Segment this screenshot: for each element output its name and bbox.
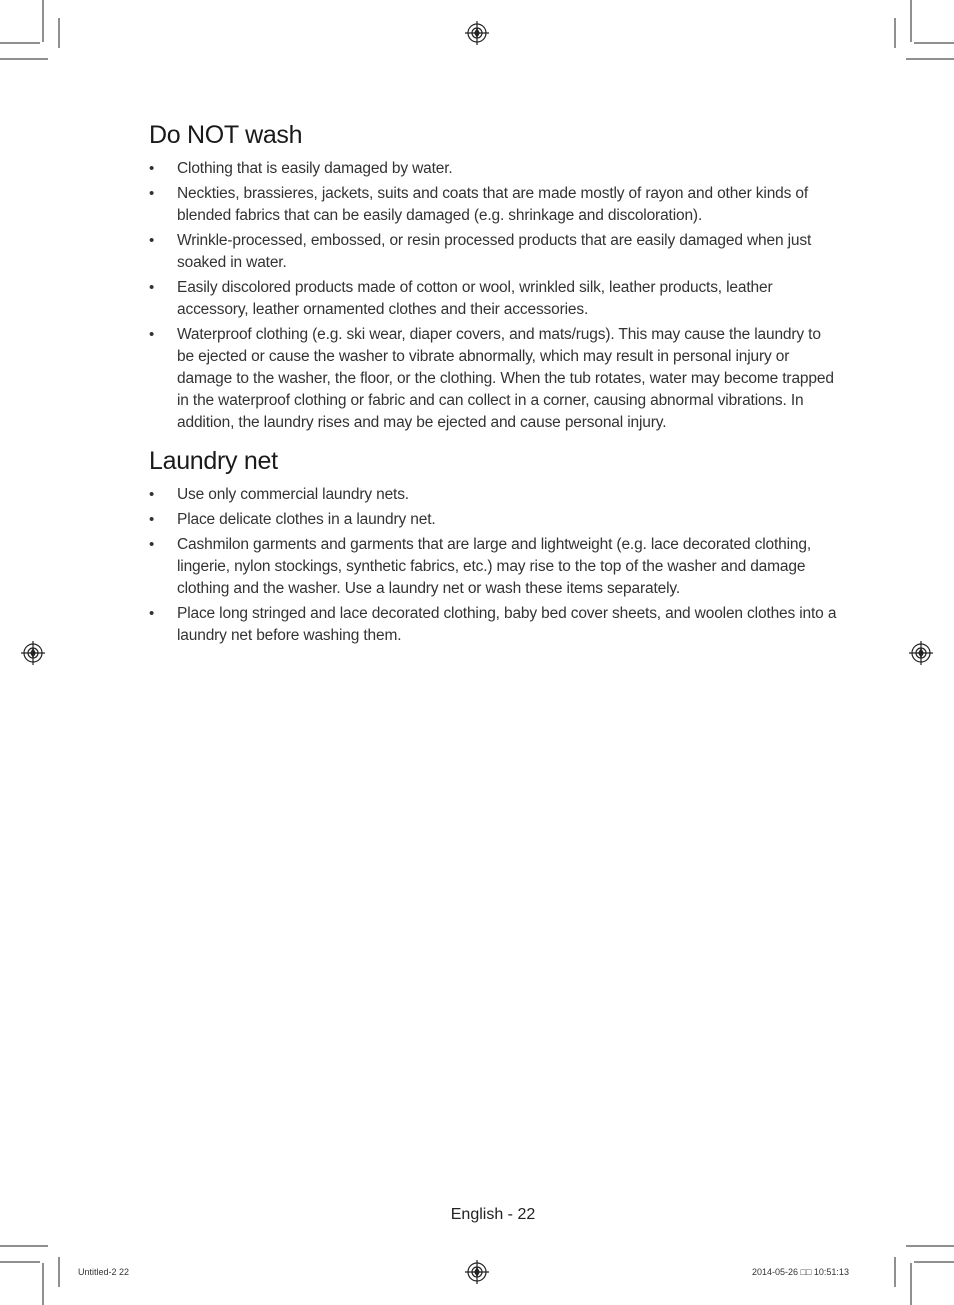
list-item [149, 277, 839, 321]
section-heading: Do NOT wash [149, 121, 303, 149]
print-slug-timestamp: 2014-05-26 □□ 10:51:13 [752, 1267, 849, 1277]
list-item [149, 484, 839, 506]
bullet-icon: • [149, 605, 155, 622]
list-item [149, 534, 839, 600]
bullet-icon: • [149, 185, 155, 202]
list-item-text: Waterproof clothing (e.g. ski wear, diaper covers, and mats/rugs). This may cause the laundry to be ejected or cause the washer to vibrate abnormally, which may result in personal injury or damage to the washer, the floor, or the clothing. When the tub rotates, water may become trapped in the waterproof clothing or fabric and can collect in a corner, causing abnormal vibrations. In addition, the laundry rises and may be ejected and cause personal injury. [177, 326, 834, 431]
list-item-text: Wrinkle-processed, embossed, or resin processed products that are easily damaged when just soaked in water. [177, 232, 812, 271]
list-item-text: Clothing that is easily damaged by water. [177, 160, 453, 177]
list-item [149, 230, 839, 274]
bullet-icon: • [149, 511, 155, 528]
list-item-text: Place long stringed and lace decorated clothing, baby bed cover sheets, and woolen clothes into a laundry net before washing them. [177, 605, 837, 644]
bullet-icon: • [149, 536, 155, 553]
bullet-icon: • [149, 160, 155, 177]
section-do-not-wash [149, 118, 839, 437]
section-heading: Laundry net [149, 447, 278, 475]
list-item [149, 324, 839, 434]
section-laundry-net [149, 444, 839, 650]
list-item [149, 509, 839, 531]
bullet-icon: • [149, 279, 155, 296]
list-item [149, 158, 839, 180]
bullet-list [149, 158, 839, 434]
print-slug-file: Untitled-2 22 [78, 1267, 130, 1277]
list-item-text: Place delicate clothes in a laundry net. [177, 511, 436, 528]
bullet-icon: • [149, 486, 155, 503]
list-item-text: Easily discolored products made of cotton or wool, wrinkled silk, leather products, leather accessory, leather ornamented clothes and their accessories. [177, 279, 773, 318]
bullet-list [149, 484, 839, 647]
list-item [149, 183, 839, 227]
list-item-text: Cashmilon garments and garments that are large and lightweight (e.g. lace decorated clothing, lingerie, nylon stockings, synthetic fabrics, etc.) may rise to the top of the washer and damage clothing and the washer. Use a laundry net or wash these items separately. [177, 536, 811, 597]
list-item-text: Neckties, brassieres, jackets, suits and coats that are made mostly of rayon and other kinds of blended fabrics that can be easily damaged (e.g. shrinkage and discoloration). [177, 185, 809, 224]
bullet-icon: • [149, 326, 155, 343]
list-item-text: Use only commercial laundry nets. [177, 486, 409, 503]
list-item [149, 603, 839, 647]
bullet-icon: • [149, 232, 155, 249]
page-number: English - 22 [450, 1206, 536, 1223]
